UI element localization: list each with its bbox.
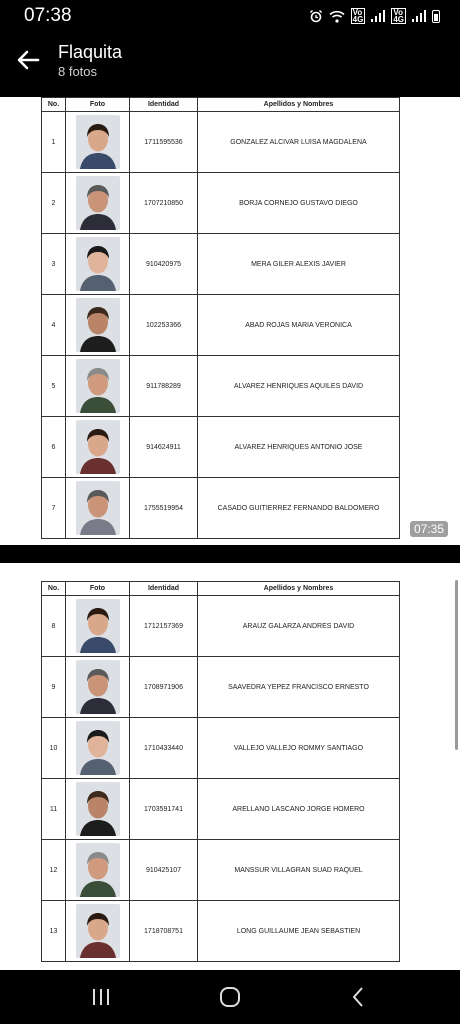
person-photo <box>76 359 120 413</box>
document-page-2[interactable] <box>0 563 460 970</box>
status-icons <box>309 8 440 24</box>
photo-count: 8 fotos <box>58 64 98 79</box>
photo-cell <box>66 718 130 779</box>
clock: 07:38 <box>24 5 72 26</box>
person-photo <box>76 782 120 836</box>
volte-icon-2: Vo 4G <box>393 8 404 24</box>
identity-number: 914624911 <box>130 417 198 478</box>
volte-icon-1: Vo 4G <box>352 8 364 24</box>
chat-title: Flaquita <box>58 42 123 62</box>
table-row <box>42 779 400 840</box>
photo-cell <box>66 779 130 840</box>
row-number: 10 <box>42 718 66 779</box>
signal-icon-2 <box>412 10 426 22</box>
full-name: LONG GUILLAUME JEAN SEBASTIEN <box>198 901 400 962</box>
header-nombres: Apellidos y Nombres <box>198 582 400 596</box>
app-bar <box>0 32 460 94</box>
document-page-1[interactable] <box>0 97 460 545</box>
photo-cell <box>66 417 130 478</box>
photo-cell <box>66 173 130 234</box>
identity-number: 1707210850 <box>130 173 198 234</box>
identity-number: 1708971906 <box>130 657 198 718</box>
row-number: 3 <box>42 234 66 295</box>
table-row <box>42 840 400 901</box>
identity-number: 1711595536 <box>130 112 198 173</box>
table-row <box>42 295 400 356</box>
full-name: ARELLANO LASCANO JORGE HOMERO <box>198 779 400 840</box>
row-number: 9 <box>42 657 66 718</box>
person-photo <box>76 904 120 958</box>
person-photo <box>76 660 120 714</box>
identity-number: 1718708751 <box>130 901 198 962</box>
person-photo <box>76 115 120 169</box>
row-number: 1 <box>42 112 66 173</box>
row-number: 5 <box>42 356 66 417</box>
row-number: 11 <box>42 779 66 840</box>
scrollbar[interactable] <box>455 580 458 750</box>
full-name: GONZALEZ ALCIVAR LUISA MAGDALENA <box>198 112 400 173</box>
table-header-row <box>42 98 400 112</box>
row-number: 7 <box>42 478 66 539</box>
photo-cell <box>66 234 130 295</box>
row-number: 12 <box>42 840 66 901</box>
home-icon[interactable] <box>217 984 243 1010</box>
row-number: 4 <box>42 295 66 356</box>
header-identidad: Identidad <box>130 582 198 596</box>
full-name: ALVAREZ HENRIQUES AQUILES DAVID <box>198 356 400 417</box>
header-foto: Foto <box>66 98 130 112</box>
person-photo <box>76 237 120 291</box>
row-number: 2 <box>42 173 66 234</box>
alarm-icon <box>309 9 323 23</box>
table-row <box>42 234 400 295</box>
person-photo <box>76 481 120 535</box>
photo-cell <box>66 901 130 962</box>
photo-cell <box>66 478 130 539</box>
identity-number: 1755519954 <box>130 478 198 539</box>
row-number: 13 <box>42 901 66 962</box>
identity-number: 1710433440 <box>130 718 198 779</box>
photo-cell <box>66 112 130 173</box>
person-photo <box>76 176 120 230</box>
status-bar <box>0 0 460 32</box>
wifi-icon <box>329 10 345 23</box>
photo-cell <box>66 596 130 657</box>
header-nombres: Apellidos y Nombres <box>198 98 400 112</box>
back-arrow-icon[interactable] <box>14 46 42 74</box>
table-row <box>42 718 400 779</box>
full-name: VALLEJO VALLEJO ROMMY SANTIAGO <box>198 718 400 779</box>
identity-number: 102253366 <box>130 295 198 356</box>
header-no: No. <box>42 582 66 596</box>
row-number: 6 <box>42 417 66 478</box>
full-name: MERA GILER ALEXIS JAVIER <box>198 234 400 295</box>
back-nav-icon[interactable] <box>346 984 372 1010</box>
table-row <box>42 356 400 417</box>
navigation-bar <box>0 970 460 1024</box>
header-no: No. <box>42 98 66 112</box>
signal-icon-1 <box>371 10 385 22</box>
identity-number: 911788289 <box>130 356 198 417</box>
identity-number: 910420975 <box>130 234 198 295</box>
header-identidad: Identidad <box>130 98 198 112</box>
table-row <box>42 478 400 539</box>
roster-table-2 <box>41 581 400 962</box>
full-name: MANSSUR VILLAGRAN SUAD RAQUEL <box>198 840 400 901</box>
full-name: ARAUZ GALARZA ANDRES DAVID <box>198 596 400 657</box>
full-name: ABAD ROJAS MARIA VERONICA <box>198 295 400 356</box>
identity-number: 1712157369 <box>130 596 198 657</box>
photo-cell <box>66 657 130 718</box>
full-name: SAAVEDRA YEPEZ FRANCISCO ERNESTO <box>198 657 400 718</box>
header-foto: Foto <box>66 582 130 596</box>
person-photo <box>76 420 120 474</box>
full-name: CASADO GUITIERREZ FERNANDO BALDOMERO <box>198 478 400 539</box>
person-photo <box>76 721 120 775</box>
full-name: ALVAREZ HENRIQUES ANTONIO JOSE <box>198 417 400 478</box>
photo-cell <box>66 840 130 901</box>
row-number: 8 <box>42 596 66 657</box>
table-row <box>42 901 400 962</box>
full-name: BORJA CORNEJO GUSTAVO DIEGO <box>198 173 400 234</box>
roster-table-1 <box>41 97 400 539</box>
photo-cell <box>66 295 130 356</box>
person-photo <box>76 298 120 352</box>
recent-apps-icon[interactable] <box>88 984 114 1010</box>
person-photo <box>76 599 120 653</box>
person-photo <box>76 843 120 897</box>
table-row <box>42 657 400 718</box>
table-row <box>42 112 400 173</box>
identity-number: 910425107 <box>130 840 198 901</box>
identity-number: 1703591741 <box>130 779 198 840</box>
photo-timestamp: 07:35 <box>410 521 448 537</box>
battery-icon <box>432 10 440 23</box>
photo-cell <box>66 356 130 417</box>
table-header-row <box>42 582 400 596</box>
table-row <box>42 173 400 234</box>
table-row <box>42 417 400 478</box>
table-row <box>42 596 400 657</box>
